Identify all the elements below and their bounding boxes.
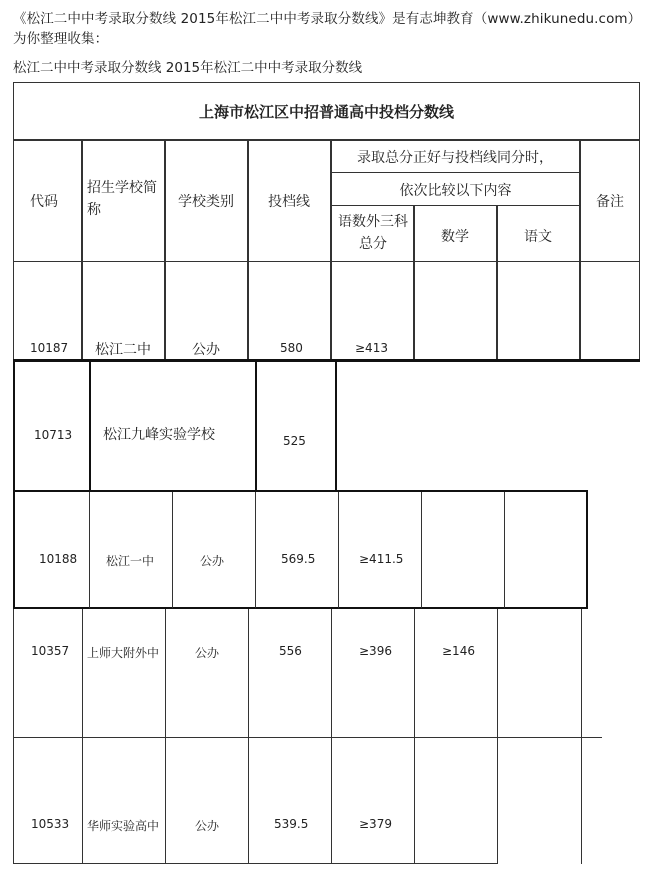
row5-type: 公办 (195, 819, 220, 833)
row4-school: 上师大附外中 (87, 646, 160, 660)
header-sub-math: 数学 (441, 229, 469, 245)
intro-paragraph: 《松江二中中考录取分数线 2015年松江二中中考录取分数线》是有志坤教育（www.zhikunedu.com）为你整理收集： (13, 11, 642, 47)
header-tie-rule-cell (331, 140, 580, 173)
row2-code-cell (13, 362, 91, 492)
row3-total-cell (339, 492, 422, 609)
row3-type: 公办 (200, 554, 225, 568)
row5-total: ≥379 (359, 817, 392, 831)
header-remark: 备注 (596, 194, 624, 210)
row1-cutoff-cell (248, 261, 331, 361)
header-cutoff-cell (248, 140, 331, 262)
header-tie-rule-line1: 录取总分正好与投档线同分时， (357, 150, 553, 166)
header-sub-total-cell (331, 205, 414, 262)
row2-school: 松江九峰实验学校 (103, 427, 215, 443)
row5-cutoff-cell (249, 738, 332, 864)
row1-school-cell (82, 261, 165, 361)
header-tie-rule-line2: 依次比较以下内容 (399, 183, 512, 199)
row3-chinese-cell (505, 492, 588, 609)
row4-math: ≥146 (442, 644, 475, 658)
row5-math-cell (415, 738, 498, 864)
row4-cutoff: 556 (279, 644, 302, 658)
header-remark-cell (580, 140, 640, 262)
intro-subtitle: 松江二中中考录取分数线 2015年松江二中中考录取分数线 (13, 60, 363, 76)
row1-total: ≥413 (355, 341, 388, 355)
row3-code: 10188 (39, 552, 78, 566)
row5-type-cell (166, 738, 249, 864)
row4-math-cell (415, 609, 498, 738)
row1-total-cell (331, 261, 414, 361)
header-school-cell (82, 140, 165, 262)
row1-type-cell (165, 261, 248, 361)
row1-remark-cell (580, 261, 640, 361)
header-tie-rule-cell-2 (331, 172, 580, 206)
header-sub-chinese: 语文 (524, 229, 552, 245)
row3-school: 松江一中 (106, 554, 155, 568)
row4-code-cell (13, 609, 83, 738)
row4-total-cell (332, 609, 415, 738)
row3-code-cell (13, 492, 90, 609)
row4-school-cell (83, 609, 166, 738)
row3-school-cell (90, 492, 173, 609)
header-type: 学校类别 (178, 194, 234, 210)
row5-code: 10533 (31, 817, 70, 831)
row2-cutoff-cell (257, 362, 337, 492)
row3-total: ≥411.5 (359, 552, 404, 566)
row2-school-cell (91, 362, 257, 492)
row1-school: 松江二中 (95, 342, 151, 358)
row5-total-cell (332, 738, 415, 864)
row1-math-cell (414, 261, 497, 361)
header-sub-math-cell (414, 205, 497, 262)
row4-total: ≥396 (359, 644, 392, 658)
header-type-cell (165, 140, 248, 262)
row5-code-cell (13, 738, 83, 864)
row3-math-cell (422, 492, 505, 609)
row4-cutoff-cell (249, 609, 332, 738)
row1-type: 公办 (192, 342, 220, 358)
row5-cutoff: 539.5 (274, 817, 309, 831)
header-code-cell (13, 140, 82, 262)
header-cutoff: 投档线 (268, 194, 310, 210)
row4-code: 10357 (31, 644, 70, 658)
row1-code: 10187 (30, 341, 69, 355)
header-code: 代码 (30, 194, 58, 210)
header-sub-chinese-cell (497, 205, 580, 262)
row4-type-cell (166, 609, 249, 738)
row5-chinese-cell (498, 738, 582, 864)
row4-chinese-cell (498, 609, 582, 738)
row1-chinese-cell (497, 261, 580, 361)
row3-cutoff-cell (256, 492, 339, 609)
row3-cutoff: 569.5 (281, 552, 316, 566)
header-sub-total: 语数外三科总分 (338, 214, 408, 252)
row1-code-cell (13, 261, 82, 361)
row5-school-cell (83, 738, 166, 864)
row3-type-cell (173, 492, 256, 609)
row2-cutoff: 525 (283, 434, 306, 448)
table-title-cell (13, 82, 640, 140)
row4-type: 公办 (195, 646, 220, 660)
header-school: 招生学校简称 (87, 180, 157, 218)
row2-code: 10713 (34, 428, 73, 442)
row1-cutoff: 580 (280, 341, 303, 355)
row5-school: 华师实验高中 (87, 819, 160, 833)
table-title: 上海市松江区中招普通高中投档分数线 (198, 103, 454, 121)
